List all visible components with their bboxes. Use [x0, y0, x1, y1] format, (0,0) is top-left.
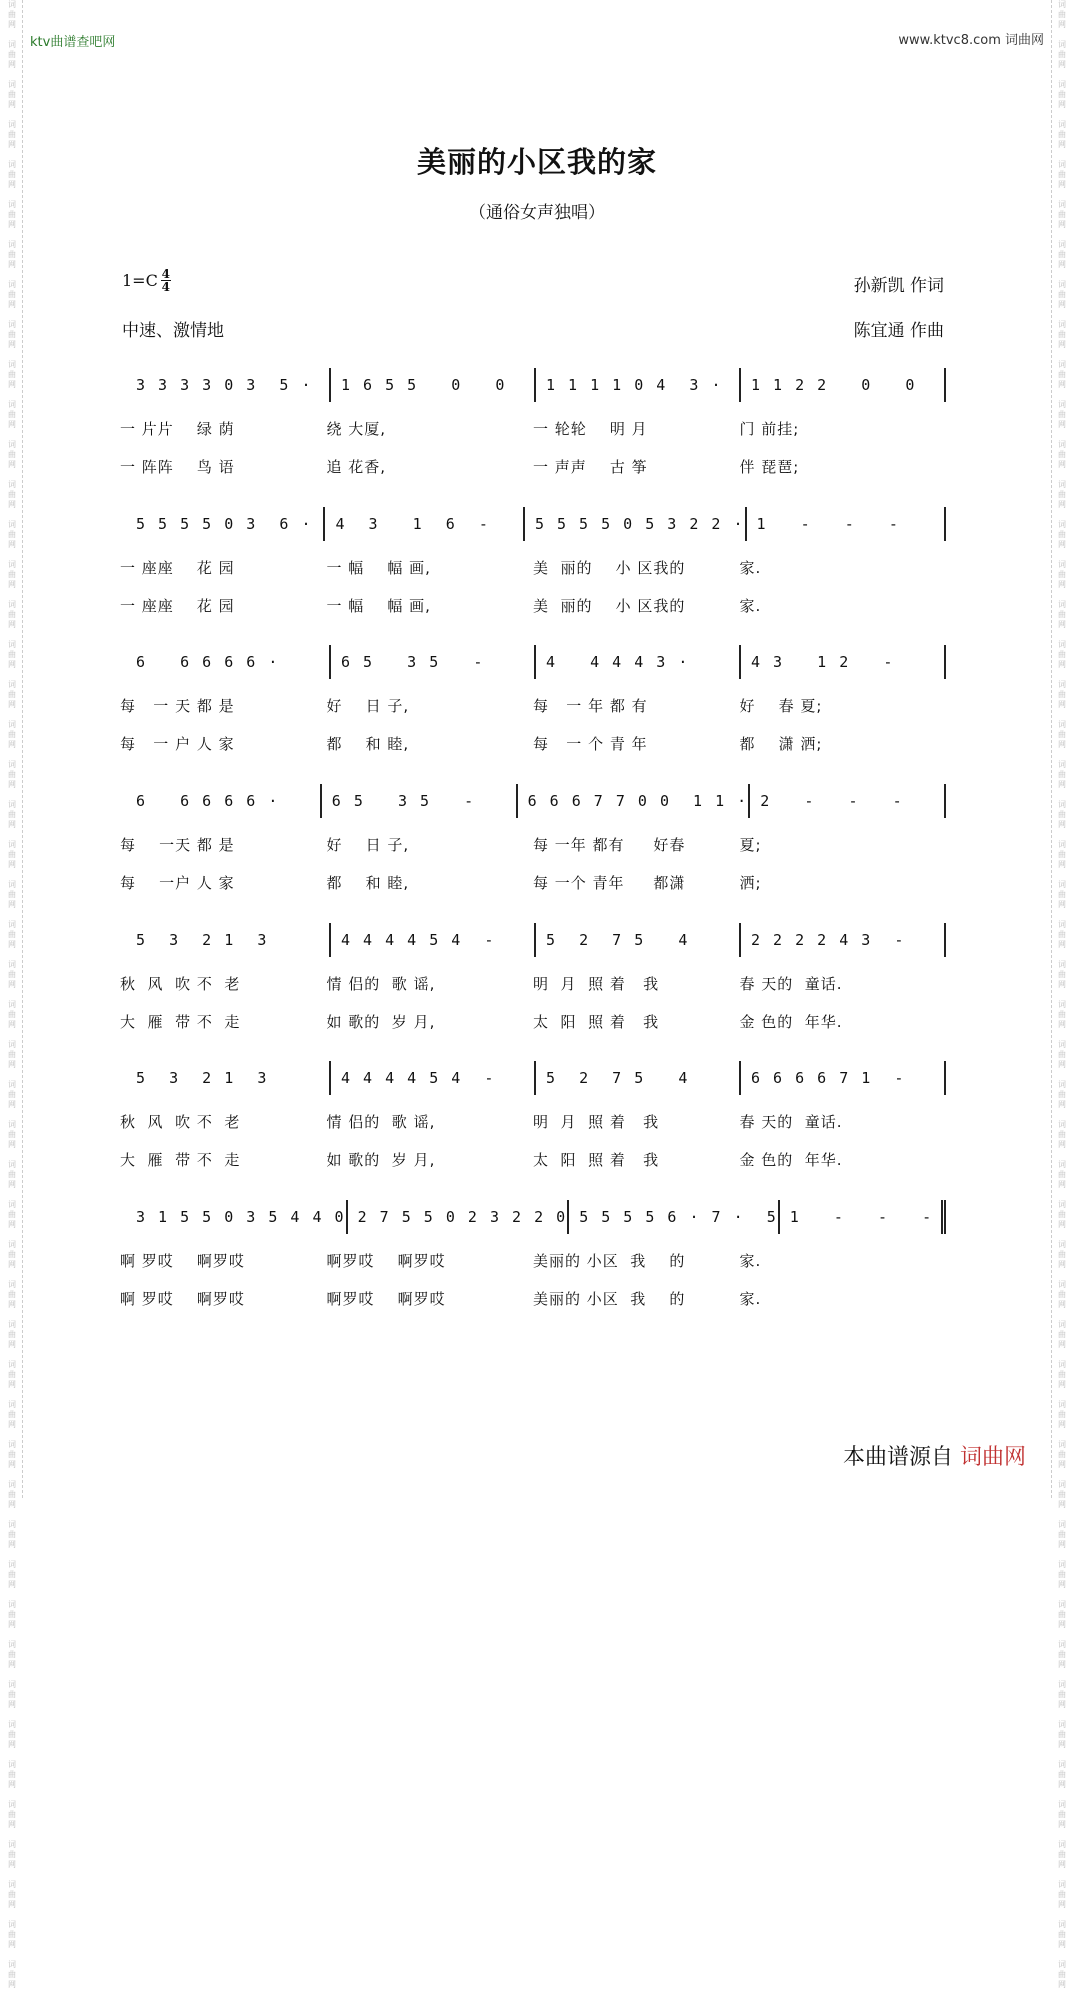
measure: 5 2 7 5 4: [536, 923, 741, 957]
measure: 4 4 4 4 5 4 -: [331, 923, 536, 957]
lyric-verse-1: [120, 557, 946, 581]
lyric-segment: 都 潇 洒;: [739, 735, 823, 753]
lyric-segment: 如 歌的 岁 月,: [326, 1013, 436, 1031]
lyric-segment: 门 前挂;: [739, 420, 800, 438]
lyric-verse-2: [120, 733, 946, 757]
lyric-verse-2: [120, 1149, 946, 1173]
measure: 6 5 3 5 -: [331, 645, 536, 679]
measure: 2 2 2 2 4 3 -: [741, 923, 946, 957]
measure: 1 1 1 1 0 4 3 ·: [536, 368, 741, 402]
lyric-segment: 每 一 个 青 年: [533, 735, 648, 753]
measure: 6 6 6 7 7 0 0 1 1 ·: [518, 784, 751, 818]
lyric-segment: 金 色的 年华.: [739, 1151, 843, 1169]
lyric-segment: 好 日 子,: [326, 697, 410, 715]
measure: 2 7 5 5 0 2 3 2 2 0: [348, 1200, 570, 1234]
lyric-segment: 一 座座 花 园: [120, 597, 235, 615]
lyric-segment: 一 幅 幅 画,: [326, 559, 431, 577]
lyric-segment: 啊 罗哎 啊罗哎: [120, 1290, 245, 1308]
notation-line: [126, 1200, 946, 1234]
lyric-segment: 美 丽的 小 区我的: [533, 559, 686, 577]
measure: 1 - - -: [747, 507, 946, 541]
song-title: 美丽的小区我的家: [416, 145, 657, 179]
lyric-verse-2: [120, 1011, 946, 1035]
measure: 5 2 7 5 4: [536, 1061, 741, 1095]
lyric-segment: 太 阳 照 着 我: [533, 1151, 660, 1169]
lyric-segment: 好 日 子,: [326, 836, 410, 854]
lyric-segment: 如 歌的 岁 月,: [326, 1151, 436, 1169]
lyric-segment: 啊罗哎 啊罗哎: [326, 1252, 446, 1270]
lyric-segment: 每 一天 都 是: [120, 836, 235, 854]
lyric-verse-2: [120, 1288, 946, 1312]
measure: 6 6 6 6 6 ·: [126, 645, 331, 679]
score-system: [120, 507, 946, 625]
footer-source-brand[interactable]: 词曲网: [959, 1445, 1026, 1470]
measure: 5 5 5 5 0 5 3 2 2 ·: [525, 507, 747, 541]
lyric-segment: 太 阳 照 着 我: [533, 1013, 660, 1031]
lyric-verse-1: [120, 834, 946, 858]
notation-line: [126, 645, 946, 679]
lyric-segment: 家.: [739, 1290, 762, 1308]
footer-credit: [843, 1440, 1026, 1471]
time-signature: [161, 268, 171, 293]
score-system: [120, 923, 946, 1041]
lyric-segment: 秋 风 吹 不 老: [120, 975, 241, 993]
measure: 6 5 3 5 -: [322, 784, 518, 818]
notation-line: [126, 1061, 946, 1095]
footer-source-label: 本曲谱源自: [842, 1445, 953, 1470]
lyric-segment: 都 和 睦,: [326, 735, 410, 753]
lyric-segment: 每 一 户 人 家: [120, 735, 235, 753]
lyricist-credit: 孙新凯 作词: [853, 276, 944, 296]
measure: 4 4 4 4 5 4 -: [331, 1061, 536, 1095]
notation-line: [126, 923, 946, 957]
notation-line: [126, 784, 946, 818]
lyric-segment: 啊 罗哎 啊罗哎: [120, 1252, 245, 1270]
measure: 1 6 5 5 0 0: [331, 368, 536, 402]
lyric-segment: 美丽的 小区 我 的: [533, 1290, 686, 1308]
notation-line: [126, 368, 946, 402]
lyric-verse-1: [120, 418, 946, 442]
lyric-segment: 好 春 夏;: [739, 697, 823, 715]
time-top: 4: [161, 267, 170, 281]
lyric-verse-1: [120, 973, 946, 997]
lyric-segment: 都 和 睦,: [326, 874, 410, 892]
lyric-segment: 追 花香,: [326, 458, 387, 476]
lyric-segment: 家.: [739, 597, 762, 615]
score-system: [120, 645, 946, 763]
lyric-segment: 情 侣的 歌 谣,: [326, 975, 436, 993]
measure: 6 6 6 6 7 1 -: [741, 1061, 946, 1095]
score-system: [120, 1061, 946, 1179]
lyric-segment: 春 天的 童话.: [739, 1113, 843, 1131]
measure: 4 3 1 2 -: [741, 645, 946, 679]
lyric-segment: 明 月 照 着 我: [533, 975, 660, 993]
lyric-segment: 明 月 照 着 我: [533, 1113, 660, 1131]
lyric-verse-2: [120, 456, 946, 480]
lyric-segment: 金 色的 年华.: [739, 1013, 843, 1031]
measure: 1 - - -: [780, 1200, 946, 1234]
measure: 6 6 6 6 6 ·: [126, 784, 322, 818]
measure: 4 3 1 6 -: [325, 507, 524, 541]
lyric-segment: 伴 琵琶;: [739, 458, 800, 476]
measure: 4 4 4 4 3 ·: [536, 645, 741, 679]
lyric-segment: 一 轮轮 明 月: [533, 420, 648, 438]
measure: 3 1 5 5 0 3 5 4 4 0: [126, 1200, 348, 1234]
lyric-segment: 家.: [739, 1252, 762, 1270]
measure: 3 3 3 3 0 3 5 ·: [126, 368, 331, 402]
lyric-segment: 春 天的 童话.: [739, 975, 843, 993]
lyric-segment: 秋 风 吹 不 老: [120, 1113, 241, 1131]
lyric-verse-2: [120, 872, 946, 896]
lyric-segment: 一 声声 古 筝: [533, 458, 648, 476]
lyric-segment: 每 一户 人 家: [120, 874, 235, 892]
lyric-segment: 美丽的 小区 我 的: [533, 1252, 686, 1270]
lyric-segment: 大 雁 带 不 走: [120, 1151, 241, 1169]
site-logo-right[interactable]: www.ktvc8.com 词曲网: [898, 33, 1044, 48]
lyric-verse-1: [120, 1250, 946, 1274]
lyric-segment: 一 幅 幅 画,: [326, 597, 431, 615]
lyric-segment: 美 丽的 小 区我的: [533, 597, 686, 615]
measure: 2 - - -: [750, 784, 946, 818]
site-logo-left[interactable]: ktv曲谱查吧网: [30, 35, 116, 50]
lyric-verse-2: [120, 595, 946, 619]
lyric-segment: 一 阵阵 鸟 语: [120, 458, 235, 476]
composer-credit: 陈宜通 作曲: [853, 321, 944, 341]
notation-line: [126, 507, 946, 541]
left-margin-watermark: 词 曲 网 词 曲 网 词 曲 网 词 曲 网 词 曲 网 词 曲 网 词 曲 网 词 曲 网 词 曲 网 词 曲 网 词 曲 网 词 曲 网 词 曲 网 词 曲 网 词 曲 网 词 曲 网 词 曲 网 词 曲 网 词 曲 网 词 曲 网 词 曲 网 词 曲 网 词 曲 网 词 曲 网 词 曲 网 词 曲 网 词 曲 网 词 曲 网 词 曲 网 词 曲 网 词 曲 网 词 曲 网 词 曲 网 词 曲 网 词 曲 网 词 曲 网 词 曲 网 词 曲 网 词 曲 网 词 曲 网 词 曲 网 词 曲 网 词 曲 网 词 曲 网 词 曲 网 词 曲 网 词 曲 网 词 曲 网 词 曲 网 词 曲 网: [8, 0, 16, 1989]
left-margin-line: [22, 0, 23, 1498]
measure: 5 3 2 1 3: [126, 1061, 331, 1095]
lyric-segment: 洒;: [739, 874, 762, 892]
lyric-segment: 每 一 天 都 是: [120, 697, 235, 715]
right-margin-watermark: 词 曲 网 词 曲 网 词 曲 网 词 曲 网 词 曲 网 词 曲 网 词 曲 网 词 曲 网 词 曲 网 词 曲 网 词 曲 网 词 曲 网 词 曲 网 词 曲 网 词 曲 网 词 曲 网 词 曲 网 词 曲 网 词 曲 网 词 曲 网 词 曲 网 词 曲 网 词 曲 网 词 曲 网 词 曲 网 词 曲 网 词 曲 网 词 曲 网 词 曲 网 词 曲 网 词 曲 网 词 曲 网 词 曲 网 词 曲 网 词 曲 网 词 曲 网 词 曲 网 词 曲 网 词 曲 网 词 曲 网 词 曲 网 词 曲 网 词 曲 网 词 曲 网 词 曲 网 词 曲 网 词 曲 网 词 曲 网 词 曲 网 词 曲 网: [1058, 0, 1066, 1989]
time-bottom: 4: [161, 280, 170, 294]
measure: 5 3 2 1 3: [126, 923, 331, 957]
lyric-segment: 啊罗哎 啊罗哎: [326, 1290, 446, 1308]
lyric-segment: 每 一 年 都 有: [533, 697, 648, 715]
song-subtitle: （通俗女声独唱）: [469, 203, 605, 223]
lyric-segment: 大 雁 带 不 走: [120, 1013, 241, 1031]
lyric-segment: 绕 大厦,: [326, 420, 387, 438]
score-system: [120, 368, 946, 486]
measure: 5 5 5 5 6 · 7 · 5: [569, 1200, 780, 1234]
lyric-verse-1: [120, 1111, 946, 1135]
lyric-segment: 夏;: [739, 836, 762, 854]
measure: 1 1 2 2 0 0: [741, 368, 946, 402]
lyric-segment: 每 一个 青年 都潇: [533, 874, 686, 892]
lyric-verse-1: [120, 695, 946, 719]
lyric-segment: 每 一年 都有 好春: [533, 836, 686, 854]
lyric-segment: 一 片片 绿 荫: [120, 420, 235, 438]
key-label: 1=C: [122, 271, 158, 290]
key-signature: [122, 268, 171, 293]
score-system: [120, 1200, 946, 1318]
measure: 5 5 5 5 0 3 6 ·: [126, 507, 325, 541]
lyric-segment: 一 座座 花 园: [120, 559, 235, 577]
lyric-segment: 情 侣的 歌 谣,: [326, 1113, 436, 1131]
score-system: [120, 784, 946, 902]
lyric-segment: 家.: [739, 559, 762, 577]
tempo-marking: 中速、激情地: [122, 321, 224, 341]
